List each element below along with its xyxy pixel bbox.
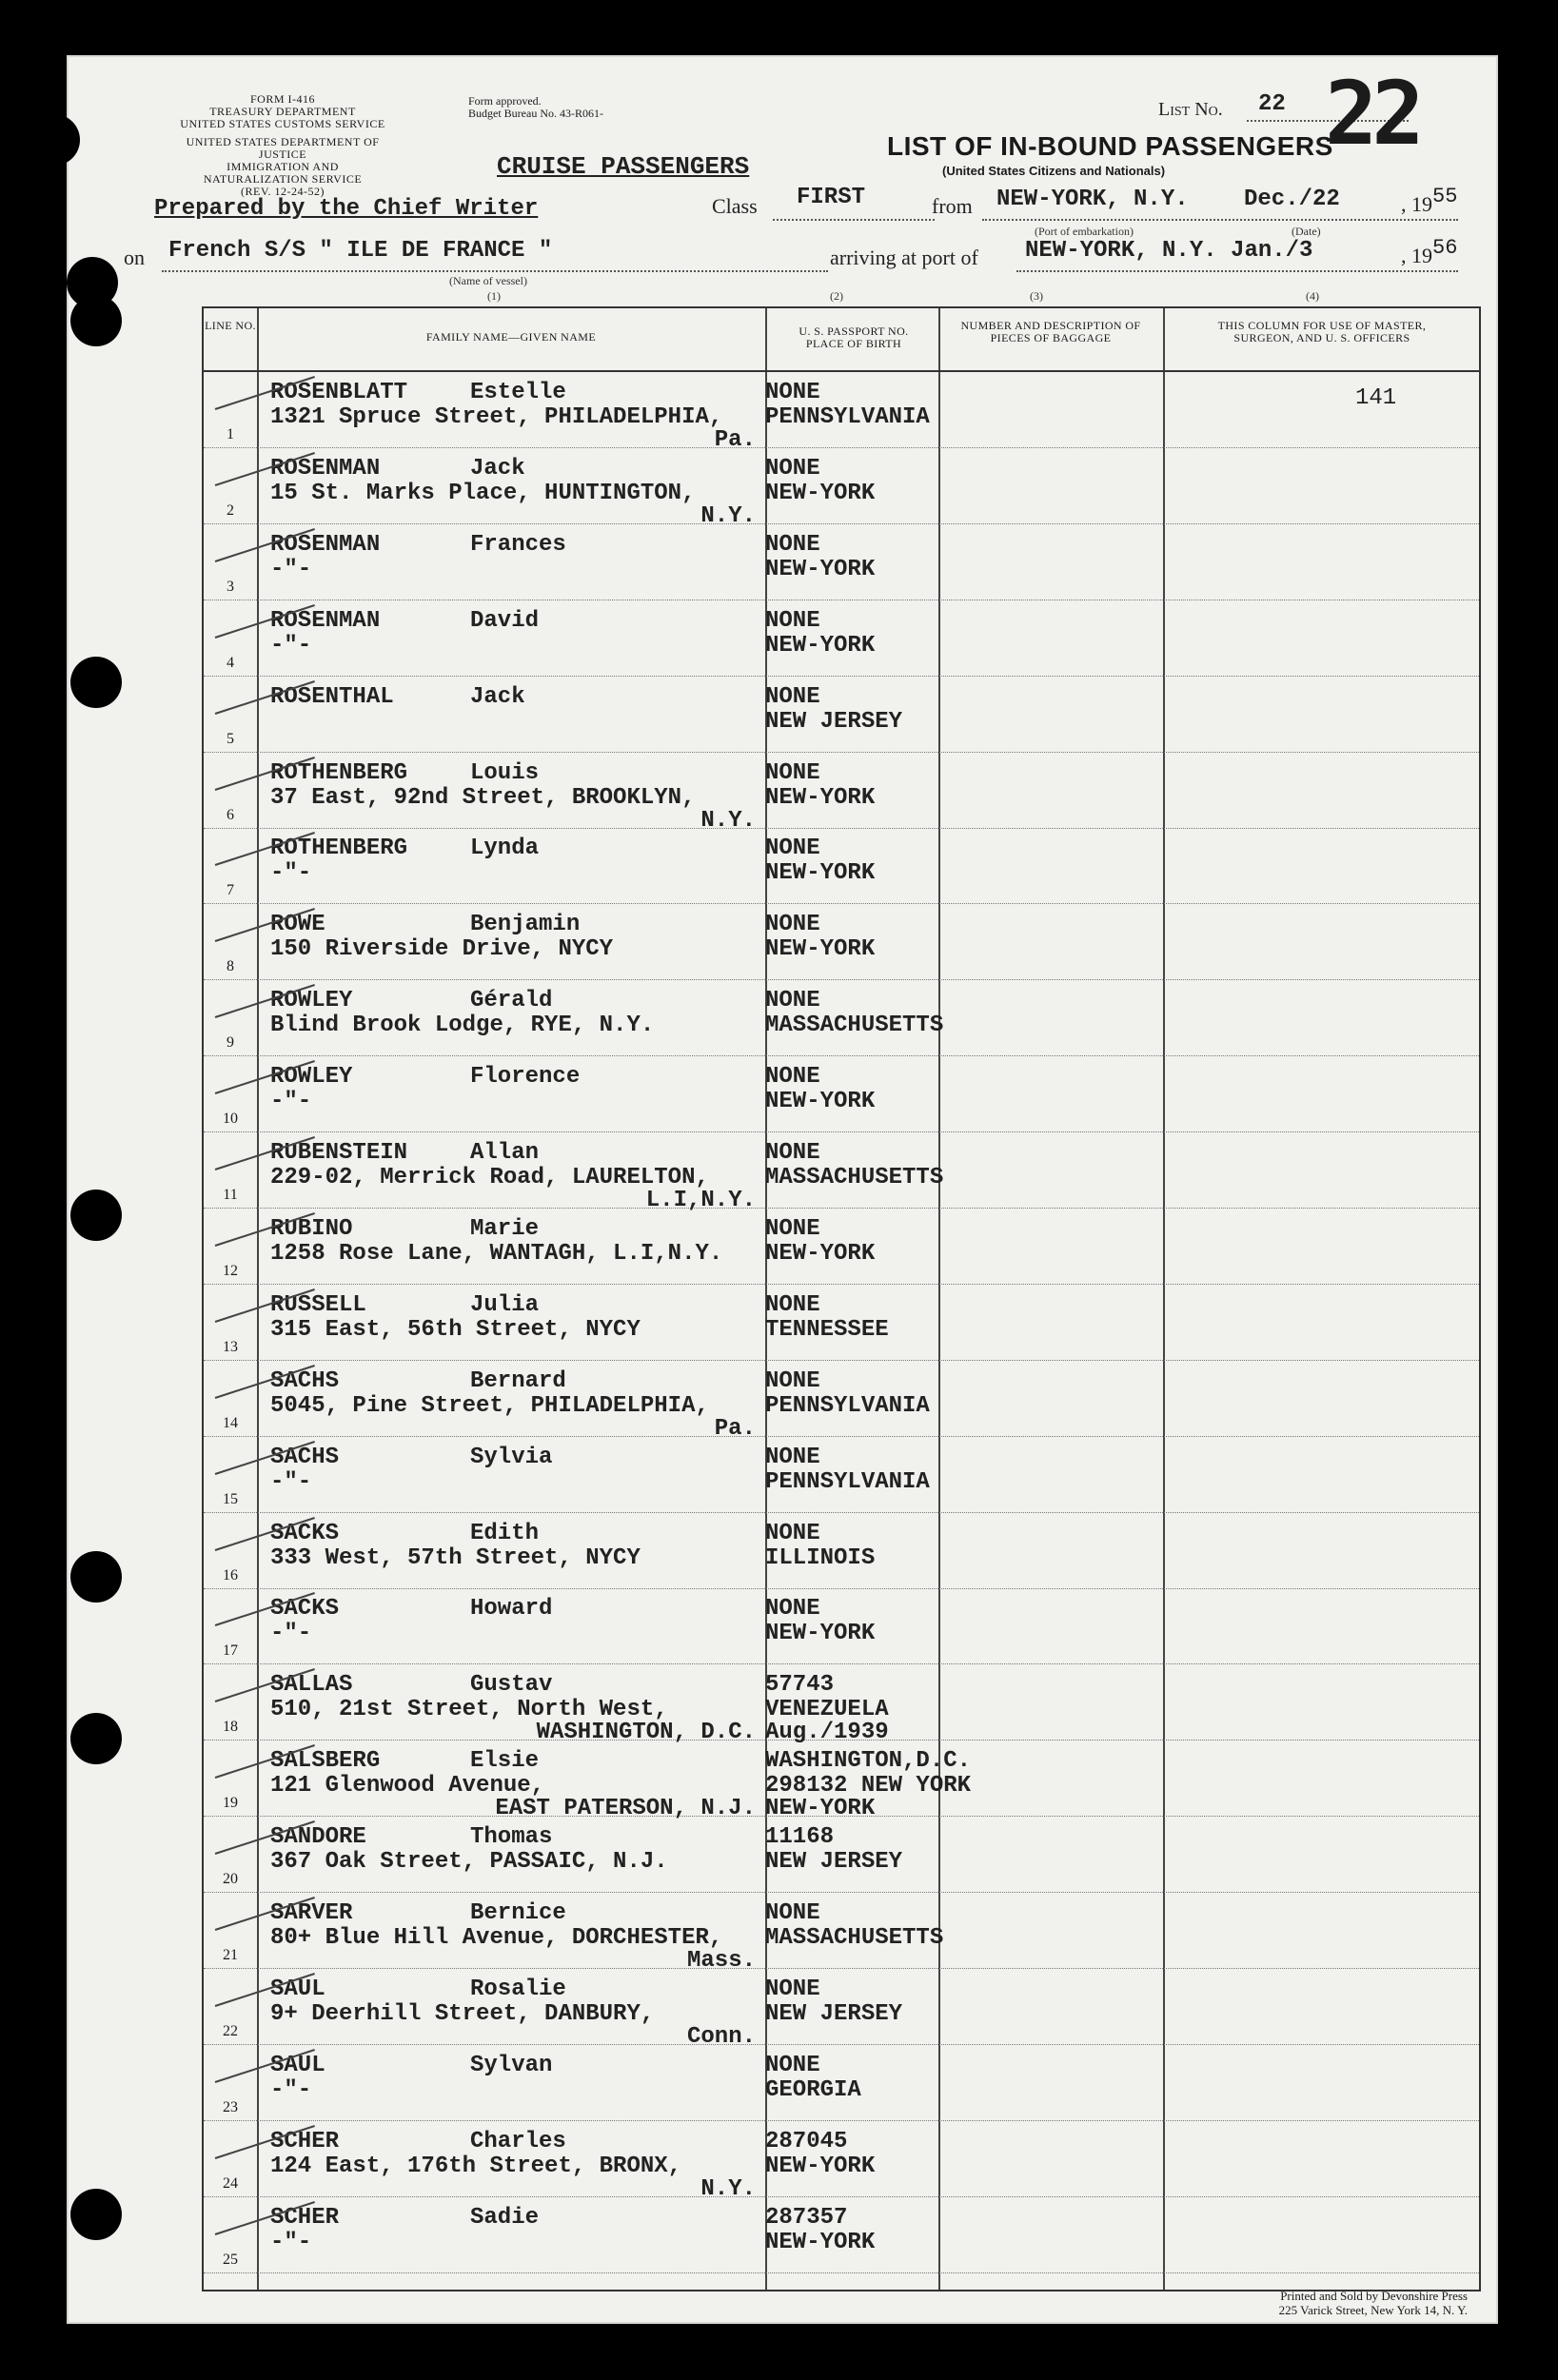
marker-1: (1) xyxy=(487,289,501,303)
passport-line-2: NEW-YORK xyxy=(765,556,876,582)
form-approval xyxy=(468,95,659,120)
col-header-baggage: NUMBER AND DESCRIPTION OF PIECES OF BAGGAGE xyxy=(960,319,1141,344)
line-number: 22 xyxy=(223,2022,238,2039)
line-number: 3 xyxy=(227,578,234,595)
address-line-1: 333 West, 57th Street, NYCY xyxy=(270,1544,641,1571)
table-row xyxy=(204,753,1479,834)
arrival-port: NEW-YORK, N.Y. Jan./3 xyxy=(1025,238,1313,264)
passport-line-1: NONE xyxy=(765,1064,820,1091)
table-row xyxy=(204,2045,1479,2121)
passport-line-1: NONE xyxy=(765,912,820,938)
family-name: SACHS xyxy=(270,1367,340,1394)
punch-hole xyxy=(70,657,122,708)
line-number: 24 xyxy=(223,2174,238,2192)
on-label: on xyxy=(124,246,145,269)
table-row xyxy=(204,1588,1479,1664)
family-name: ROSENMAN xyxy=(270,607,381,634)
passport-line-1: NONE xyxy=(765,1367,820,1394)
address-line-1: -"- xyxy=(270,632,312,659)
list-no-label: List No. xyxy=(1158,99,1223,120)
address-line-2: Mass. xyxy=(686,1948,756,1974)
passport-line-2: NEW JERSEY xyxy=(765,1849,903,1876)
passport-line-2: NEW-YORK xyxy=(765,1621,876,1647)
passport-line-2: 298132 NEW YORK xyxy=(765,1773,972,1800)
family-name: ROSENBLATT xyxy=(270,380,408,405)
table-row xyxy=(204,1285,1479,1361)
address-line-1: -"- xyxy=(270,1089,312,1115)
passport-line-1: NONE xyxy=(765,836,820,862)
from-line xyxy=(982,219,1458,221)
address-line-1: 5045, Pine Street, PHILADELPHIA, xyxy=(270,1392,709,1419)
table-row xyxy=(204,828,1479,904)
table-row xyxy=(204,1664,1479,1746)
given-name: Rosalie xyxy=(470,1976,566,2002)
family-name: ROWLEY xyxy=(270,1064,353,1091)
family-name: SANDORE xyxy=(270,1824,366,1851)
passport-line-2: NEW-YORK xyxy=(765,480,876,506)
family-name: ROTHENBERG xyxy=(270,836,408,862)
address-line-1: 121 Glenwood Avenue, xyxy=(270,1773,545,1800)
punch-hole xyxy=(70,2189,122,2240)
line-number: 9 xyxy=(227,1034,234,1052)
passport-line-1: NONE xyxy=(765,1215,820,1242)
list-no-stamp: 22 xyxy=(1325,63,1419,165)
address-line-1: 315 East, 56th Street, NYCY xyxy=(270,1316,641,1343)
year-1 xyxy=(1401,185,1458,218)
table-row xyxy=(204,1969,1479,2050)
given-name: Howard xyxy=(470,1596,553,1623)
departure-date: Dec./22 xyxy=(1244,187,1340,212)
printer-line-1: Printed and Sold by Devonshire Press xyxy=(1280,2289,1468,2303)
officer-note: 141 xyxy=(1355,385,1397,411)
passport-line-1: NONE xyxy=(765,683,820,710)
arrival-line xyxy=(1016,270,1458,272)
marker-4: (4) xyxy=(1306,289,1319,303)
punch-hole xyxy=(70,1190,122,1241)
table-row xyxy=(204,1056,1479,1132)
given-name: Charles xyxy=(470,2128,566,2154)
family-name: ROTHENBERG xyxy=(270,759,408,786)
passport-line-1: NONE xyxy=(765,607,820,634)
line-number: 18 xyxy=(223,1719,238,1736)
form-agency-block xyxy=(173,93,392,198)
table-row xyxy=(204,2197,1479,2273)
family-name: SAUL xyxy=(270,1976,325,2002)
family-name: SCHER xyxy=(270,2204,340,2231)
passenger-table xyxy=(202,306,1481,2291)
address-line-2: N.Y. xyxy=(700,807,756,834)
class-value: FIRST xyxy=(797,185,866,210)
line-number: 7 xyxy=(227,882,234,899)
passport-line-1: NONE xyxy=(765,1900,820,1926)
passport-line-1: NONE xyxy=(765,2052,820,2078)
line-number: 20 xyxy=(223,1871,238,1888)
vessel-caption: (Name of vessel) xyxy=(449,274,527,287)
punch-hole xyxy=(70,1551,122,1603)
table-row xyxy=(204,1741,1479,1822)
line-number: 25 xyxy=(223,2251,238,2268)
from-label: from xyxy=(932,194,973,218)
address-line-1: -"- xyxy=(270,556,312,582)
cruise-passengers-stamp: CRUISE PASSENGERS xyxy=(497,152,750,181)
line-number: 2 xyxy=(227,502,234,519)
line-number: 12 xyxy=(223,1262,238,1279)
punch-hole xyxy=(29,114,80,166)
given-name: Sylvia xyxy=(470,1444,553,1470)
year-2-prefix: , 19 xyxy=(1401,244,1432,267)
line-number: 17 xyxy=(223,1642,238,1660)
class-line xyxy=(773,219,935,221)
col-header-officers: THIS COLUMN FOR USE OF MASTER, SURGEON, AND U. S. OFFICERS xyxy=(1217,319,1427,344)
vessel-name: French S/S " ILE DE FRANCE " xyxy=(168,238,553,264)
passport-line-1: NONE xyxy=(765,1596,820,1623)
address-line-1: 229-02, Merrick Road, LAURELTON, xyxy=(270,1165,709,1190)
given-name: Sylvan xyxy=(470,2052,553,2078)
family-name: RUSSELL xyxy=(270,1291,366,1318)
given-name: Bernard xyxy=(470,1367,566,1394)
given-name: Bernice xyxy=(470,1900,566,1926)
passport-line-2: NEW-YORK xyxy=(765,860,876,887)
given-name: David xyxy=(470,607,540,634)
table-row xyxy=(204,1893,1479,1974)
given-name: Gustav xyxy=(470,1672,553,1699)
passport-line-1: NONE xyxy=(765,531,820,558)
given-name: Thomas xyxy=(470,1824,553,1851)
family-name: SACHS xyxy=(270,1444,340,1470)
address-line-1: 1321 Spruce Street, PHILADELPHIA, xyxy=(270,404,723,430)
line-number: 6 xyxy=(227,806,234,823)
table-row xyxy=(204,2121,1479,2202)
punch-hole xyxy=(70,1713,122,1764)
given-name: Allan xyxy=(470,1140,540,1166)
passport-line-1: NONE xyxy=(765,380,820,405)
given-name: Louis xyxy=(470,759,540,786)
line-number: 15 xyxy=(223,1490,238,1507)
table-row xyxy=(204,1437,1479,1513)
address-line-2: N.Y. xyxy=(700,2175,756,2202)
immigration-service: IMMIGRATION AND NATURALIZATION SERVICE xyxy=(203,160,363,186)
address-line-1: 367 Oak Street, PASSAIC, N.J. xyxy=(270,1849,668,1876)
passport-line-1: NONE xyxy=(765,1976,820,2002)
customs-service: UNITED STATES CUSTOMS SERVICE xyxy=(180,117,385,130)
line-number: 10 xyxy=(223,1111,238,1128)
passport-line-1: 57743 xyxy=(765,1672,835,1699)
address-line-2: EAST PATERSON, N.J. xyxy=(495,1796,756,1822)
given-name: Frances xyxy=(470,531,566,558)
address-line-1: 9+ Deerhill Street, DANBURY, xyxy=(270,2000,655,2027)
passport-line-1: WASHINGTON,D.C. xyxy=(765,1748,972,1775)
passport-line-2: NEW JERSEY xyxy=(765,2000,903,2027)
passport-line-2: NEW-YORK xyxy=(765,2229,876,2255)
given-name: Gérald xyxy=(470,988,553,1014)
table-row xyxy=(204,1209,1479,1285)
table-row xyxy=(204,980,1479,1056)
address-line-1: -"- xyxy=(270,2076,312,2103)
family-name: RUBINO xyxy=(270,1215,353,1242)
manifest-page xyxy=(67,55,1498,2324)
year-1-prefix: , 19 xyxy=(1401,192,1432,216)
passport-line-1: NONE xyxy=(765,1140,820,1166)
line-number: 5 xyxy=(227,730,234,747)
family-name: ROSENMAN xyxy=(270,531,381,558)
address-line-1: 80+ Blue Hill Avenue, DORCHESTER, xyxy=(270,1925,723,1951)
passport-line-2: NEW-YORK xyxy=(765,1240,876,1267)
line-number: 13 xyxy=(223,1338,238,1355)
passport-line-2: TENNESSEE xyxy=(765,1316,889,1343)
family-name: SAUL xyxy=(270,2052,325,2078)
address-line-2: L.I,N.Y. xyxy=(645,1188,756,1213)
printer-line-2: 225 Varick Street, New York 14, N. Y. xyxy=(1278,2303,1468,2317)
table-row xyxy=(204,372,1479,453)
line-number: 19 xyxy=(223,1795,238,1812)
passport-line-3: NEW-YORK xyxy=(765,1796,876,1822)
line-number: 16 xyxy=(223,1566,238,1583)
line-number: 21 xyxy=(223,1947,238,1963)
table-row xyxy=(204,448,1479,529)
passport-line-2: MASSACHUSETTS xyxy=(765,1925,944,1951)
form-title: LIST OF IN-BOUND PASSENGERS xyxy=(887,131,1333,161)
address-line-1: 37 East, 92nd Street, BROOKLYN, xyxy=(270,784,696,811)
address-line-2: WASHINGTON, D.C. xyxy=(536,1720,756,1746)
passport-line-1: 11168 xyxy=(765,1824,835,1851)
family-name: ROSENMAN xyxy=(270,455,381,482)
col-header-passport: U. S. PASSPORT NO. PLACE OF BIRTH xyxy=(799,325,909,350)
list-no-value: 22 xyxy=(1258,91,1286,117)
address-line-1: 1258 Rose Lane, WANTAGH, L.I,N.Y. xyxy=(270,1240,723,1267)
address-line-1: 510, 21st Street, North West, xyxy=(270,1697,668,1723)
marker-2: (2) xyxy=(830,289,843,303)
form-subtitle: (United States Citizens and Nationals) xyxy=(942,164,1166,178)
approved-line: Form approved. xyxy=(468,94,542,108)
address-line-1: Blind Brook Lodge, RYE, N.Y. xyxy=(270,1013,655,1039)
line-number: 1 xyxy=(227,426,234,443)
family-name: ROSENTHAL xyxy=(270,683,394,710)
year-2 xyxy=(1401,236,1458,269)
col-header-line-no: LINE NO. xyxy=(205,319,256,332)
address-line-2: Pa. xyxy=(714,1415,756,1442)
given-name: Jack xyxy=(470,455,525,482)
date-caption: (Date) xyxy=(1292,225,1321,238)
given-name: Jack xyxy=(470,683,525,710)
prepared-by: Prepared by the Chief Writer xyxy=(154,196,539,222)
vessel-line xyxy=(162,270,828,272)
table-row xyxy=(204,1817,1479,1893)
budget-bureau: Budget Bureau No. 43-R061- xyxy=(468,107,603,120)
col-header-name: FAMILY NAME—GIVEN NAME xyxy=(425,330,597,344)
address-line-1: 124 East, 176th Street, BRONX, xyxy=(270,2153,682,2179)
line-number: 8 xyxy=(227,958,234,975)
line-number: 23 xyxy=(223,2098,238,2115)
passport-line-1: 287045 xyxy=(765,2128,848,2154)
family-name: SARVER xyxy=(270,1900,353,1926)
passport-line-2: PENNSYLVANIA xyxy=(765,1468,930,1495)
from-port: NEW-YORK, N.Y. xyxy=(996,187,1189,212)
justice-dept: UNITED STATES DEPARTMENT OF JUSTICE xyxy=(186,135,380,161)
family-name: SCHER xyxy=(270,2128,340,2154)
class-label: Class xyxy=(712,194,758,218)
year-1-suffix: 55 xyxy=(1432,185,1458,208)
address-line-1: -"- xyxy=(270,2229,312,2255)
passport-line-2: NEW-YORK xyxy=(765,936,876,963)
from-caption: (Port of embarkation) xyxy=(1035,225,1134,238)
table-row xyxy=(204,524,1479,600)
address-line-1: -"- xyxy=(270,860,312,887)
passport-line-2: NEW-YORK xyxy=(765,1089,876,1115)
revision-date: (REV. 12-24-52) xyxy=(241,185,325,198)
address-line-2: Pa. xyxy=(714,427,756,453)
family-name: ROWLEY xyxy=(270,988,353,1014)
year-2-suffix: 56 xyxy=(1432,236,1458,260)
table-row xyxy=(204,1361,1479,1442)
line-number: 4 xyxy=(227,654,234,671)
address-line-1: 15 St. Marks Place, HUNTINGTON, xyxy=(270,480,696,506)
passport-line-1: NONE xyxy=(765,1520,820,1546)
marker-3: (3) xyxy=(1030,289,1043,303)
family-name: SACKS xyxy=(270,1596,340,1623)
family-name: SALSBERG xyxy=(270,1748,381,1775)
table-row xyxy=(204,904,1479,980)
address-line-1: -"- xyxy=(270,1468,312,1495)
line-number: 14 xyxy=(223,1414,238,1431)
passport-line-1: NONE xyxy=(765,455,820,482)
given-name: Edith xyxy=(470,1520,540,1546)
given-name: Lynda xyxy=(470,836,540,862)
passport-line-1: NONE xyxy=(765,759,820,786)
arriving-label: arriving at port of xyxy=(830,246,978,269)
treasury-dept: TREASURY DEPARTMENT xyxy=(209,105,356,118)
passport-line-2: MASSACHUSETTS xyxy=(765,1165,944,1190)
passport-line-1: NONE xyxy=(765,1444,820,1470)
passport-line-2: ILLINOIS xyxy=(765,1544,876,1571)
passport-line-2: NEW-YORK xyxy=(765,784,876,811)
given-name: Julia xyxy=(470,1291,540,1318)
given-name: Florence xyxy=(470,1064,581,1091)
family-name: SALLAS xyxy=(270,1672,353,1699)
passport-line-2: MASSACHUSETTS xyxy=(765,1013,944,1039)
punch-hole xyxy=(70,295,122,346)
passport-line-2: PENNSYLVANIA xyxy=(765,1392,930,1419)
passport-line-1: NONE xyxy=(765,988,820,1014)
address-line-1: -"- xyxy=(270,1621,312,1647)
family-name: ROWE xyxy=(270,912,325,938)
given-name: Marie xyxy=(470,1215,540,1242)
given-name: Elsie xyxy=(470,1748,540,1775)
family-name: RUBENSTEIN xyxy=(270,1140,408,1166)
line-number: 11 xyxy=(223,1187,238,1203)
passport-line-2: NEW JERSEY xyxy=(765,708,903,735)
passport-line-1: NONE xyxy=(765,1291,820,1318)
given-name: Sadie xyxy=(470,2204,540,2231)
table-row xyxy=(204,1513,1479,1589)
passport-line-2: PENNSYLVANIA xyxy=(765,404,930,430)
address-line-2: N.Y. xyxy=(700,502,756,529)
passport-line-2: NEW-YORK xyxy=(765,2153,876,2179)
passport-line-2: GEORGIA xyxy=(765,2076,861,2103)
address-line-1: 150 Riverside Drive, NYCY xyxy=(270,936,614,963)
given-name: Benjamin xyxy=(470,912,581,938)
given-name: Estelle xyxy=(470,380,566,405)
passport-line-2: VENEZUELA xyxy=(765,1697,889,1723)
passport-line-3: Aug./1939 xyxy=(765,1720,889,1746)
address-line-2: Conn. xyxy=(686,2023,756,2050)
passport-line-2: NEW-YORK xyxy=(765,632,876,659)
table-row xyxy=(204,1132,1479,1213)
passport-line-1: 287357 xyxy=(765,2204,848,2231)
printer-imprint xyxy=(1279,2289,1468,2317)
form-number: FORM I-416 xyxy=(249,92,315,106)
table-row xyxy=(204,677,1479,753)
table-row xyxy=(204,600,1479,677)
family-name: SACKS xyxy=(270,1520,340,1546)
